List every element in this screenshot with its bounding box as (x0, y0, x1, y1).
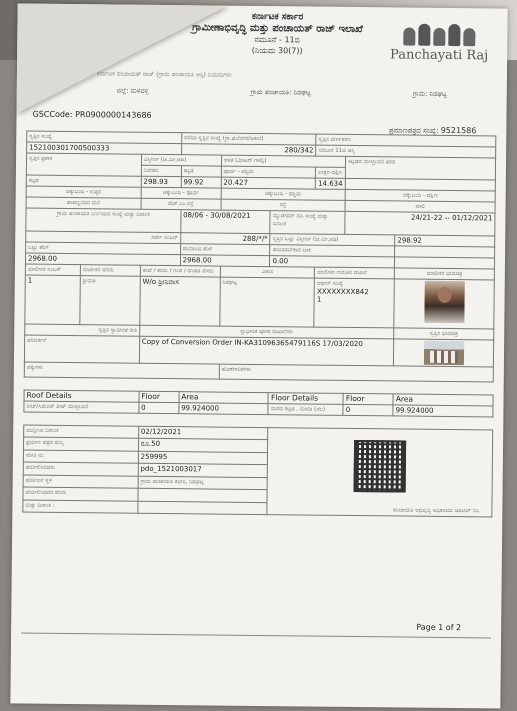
certificate-number-value: 9521586 (440, 125, 477, 136)
old-id-value: 280/342 (181, 144, 316, 156)
certificate-number-label: ಪ್ರಮಾಣಪತ್ರದ ಸಂಖ್ಯೆ: (388, 126, 439, 135)
floor-type-value: ವಾಸದ ಕಟ್ಟಡ , ಮಹಡಿ (ನೆಲ) (268, 404, 343, 416)
building-label: ಕಟ್ಟಡ (181, 166, 221, 177)
officer-signature-label: ಪಂಚಾಯತಿ ಅಭಿವೃದ್ಧಿ ಅಧಿಕಾರಿಯ ಡಿಜಿಟಲ್ ಸಹಿ (392, 507, 480, 515)
liabilities-label: ಹೊಣೆಗಾರಿಕೆಗಳು (219, 364, 494, 382)
east-west-value: 20.427 (221, 177, 316, 189)
owner-address-label: ವಿಳಾಸ (220, 266, 315, 278)
property-photo-label: ಸ್ವತ್ತಿನ ಭಾವಚಿತ್ರ (394, 328, 494, 340)
boundary-west-label: ಚಕ್ಕುಬಂದಿ - ಪಶ್ಚಿಮ (221, 188, 346, 200)
property-kind-value: ಕಟ್ಟಡ (26, 175, 141, 187)
boundary-north-label: ಚಕ್ಕುಬಂದಿ - ಉತ್ತರ (26, 186, 141, 198)
property-kind-label: ಸ್ವತ್ತಿನ ಪ್ರಕಾರ (26, 153, 141, 176)
verifier-name-label: ಪರಿಶೀಲಿಸಿದವರ ಹೆಸರು (23, 487, 138, 501)
boundary-south-value: ಖಾಲಿ (345, 200, 495, 213)
floor-floor-value: 0 (343, 404, 393, 416)
property-id-value: 152100301700500333 (27, 142, 182, 155)
owner-name-label: ಮಾಲೀಕರ ಹೆಸರು (80, 265, 140, 277)
verification-place-value: ಗ್ರಾಮ ಪಂಚಾಯತಿ ಕಛೇರಿ, ನಿಡಘಟ್ಟ (138, 476, 268, 490)
qr-code (354, 440, 407, 493)
owner-relation-label: ತಂದೆ / ತಾಯಿ / ಗಂಡ / ಹೆಂಡತಿ ಹೆಸರು (140, 265, 220, 277)
roof-area-value: 99.924000 (179, 403, 269, 415)
total-area-label: ಸ್ವತ್ತಿನ ಒಟ್ಟು ವಿಸ್ತೀರ್ಣ (ಚ.ಮೀ,ಅಡಿ) (270, 234, 395, 246)
owner-name-value: ಶ್ರೀಮತಿ (80, 276, 140, 326)
receipt-label: ರಶೀತಿ ನಂ (23, 450, 138, 464)
owner-no-value: 1 (25, 275, 80, 325)
resolution-label: ಗ್ರಾಮ ಪಂಚಾಯತಿ ನಿರ್ಣಯದ ಸಂಖ್ಯೆ ಮತ್ತು ದಿನಾಂಕ (26, 208, 181, 233)
roof-floor-value: 0 (139, 402, 179, 413)
form-11b-document (10, 3, 507, 708)
panchayati-raj-logo (389, 21, 489, 63)
owner-id-label: ಮಾಲೀಕರ ಗುರುತಿನ ದಾಖಲೆ (315, 267, 395, 279)
mutation-label: ಮ್ಯುಟೇಷನ್ ವಹಿ ಸಂಖ್ಯೆ ಮತ್ತು ದಿನಾಂಕ (270, 211, 345, 235)
verification-place-label: ಪರಿಶೀಲನೆ ಸ್ಥಳ (23, 475, 138, 489)
header-line-3: ನಮೂನೆ - 11ಬಿ (254, 34, 301, 45)
old-id-label: ಹಳೆಯ ಸ್ವತ್ತಿನ ಸಂಖ್ಯೆ (ಗ್ರಾ.ಪಂ/ನಗರ/ಆಕಾರ) (181, 133, 316, 145)
logo-name: Panchayati Raj (389, 47, 489, 64)
roof-floor-header: Floor (139, 391, 179, 402)
header-line-1: ಕರ್ನಾಟಕ ಸರ್ಕಾರ (251, 11, 304, 23)
floor-floor-header: Floor (343, 393, 393, 405)
header-line-2: ಗ್ರಾಮೀಣಾಭಿವೃದ್ಧಿ ಮತ್ತು ಪಂಚಾಯತ್ ರಾಜ್ ಇಲಾಖೆ (192, 22, 363, 36)
property-photo (423, 341, 463, 365)
boundary-north-value: ಪಾಪಣ್ಣನವರ ಮನೆ (26, 197, 141, 209)
boundary-east-label: ಚಕ್ಕುಬಂದಿ - ಪೂರ್ವ (141, 187, 221, 199)
property-class-label: ಸ್ವತ್ತಿನ ವರ್ಗೀಕರಣ (316, 134, 496, 147)
table-row (25, 275, 494, 329)
footer-divider (21, 633, 491, 639)
people-figures-icon (389, 21, 489, 46)
owner-photo-label: ಮಾಲೀಕರ ಭಾವಚಿತ್ರ (394, 268, 494, 280)
north-south-label: ಉತ್ತರ-ದಕ್ಷಿಣ (316, 167, 346, 178)
boundary-south-label: ಚಕ್ಕುಬಂದಿ - ದಕ್ಷಿಣ (345, 189, 495, 202)
measurement-label: ಅಳತೆ (ಮೀಟರ್ ಗಳಲ್ಲಿ) (221, 155, 346, 167)
fee-value: ರೂ.50 (138, 439, 268, 453)
property-id-label: ಸ್ವತ್ತಿನ ಸಂಖ್ಯೆ (27, 131, 182, 144)
owner-id-value: XXXXXXXX842 (316, 287, 369, 297)
owner-id-cell (314, 278, 394, 328)
due-tax-value: 0.00 (270, 256, 395, 268)
owner-no-label: ಮಾಲೀಕರ ನಂಬರ್ (25, 264, 80, 276)
page-number: Page 1 of 2 (416, 622, 462, 633)
property-class-value: ನಮೂನೆ 11ಬಿ ಆಸ್ತಿ (316, 145, 496, 158)
mutation-value: 24/21-22 -- 01/12/2021 (345, 211, 495, 236)
verifier-value: pdo_1521003017 (138, 464, 268, 478)
gsc-code: GSCCode: PR0900000143686 (32, 109, 152, 120)
east-west-label: ಪೂರ್ವ - ಪಶ್ಚಿಮ (221, 166, 316, 178)
floor-details-title: Floor Details (268, 393, 343, 405)
paid-tax-value: 2968.00 (180, 255, 270, 267)
paid-tax-label: ಪಾವತಿಸಿದ ತೆರಿಗೆ (180, 244, 270, 256)
print-date-value: 02/12/2021 (138, 426, 268, 440)
header-address: ಕರ್ನಾಟಕ ಪಂಚಾಯತ್ ರಾಜ್ (ಗ್ರಾಮ ಪಂಚಾಯತಿ ಆಸ್ತಿ) ನಿಯಮಗಳು (96, 70, 232, 79)
verifier-label: ಪರಿಶೀಲಿಸಿದವರು (23, 462, 138, 476)
acquisition-docs-value: Copy of Conversion Order IN-KA31096365479116S 17/03/2020 (139, 336, 394, 366)
acquisition-value: ಪರಿವರ್ತನೆ (24, 335, 139, 363)
district: ಜಿಲ್ಲೆ: ಮಳವಳ್ಳಿ (116, 86, 149, 95)
rights-label: ಹಕ್ಕುಗಳು (24, 362, 219, 379)
owner-photo (424, 281, 464, 323)
print-date-label: ಮುದ್ರಿಸಿದ ದಿನಾಂಕ (24, 425, 139, 439)
due-tax-label: ಪಾವತಿಸಬೇಕಾದ ಬಾಕಿ (270, 245, 395, 257)
owner-relation-value: W/o ಶ್ರೀನಿವಾಸ (140, 276, 220, 326)
roof-type-label: ಕಟ್ಟಡದ ಮೇಲ್ಛಾವಣಿ ತರಹ (346, 156, 496, 180)
property-details-table (22, 131, 496, 518)
site-area-value: 298.93 (141, 176, 181, 187)
site-label: ನಿವೇಶನ (141, 165, 181, 176)
roof-area-header: Area (179, 392, 269, 404)
owner-address-value: ನಿಡಘಟ್ಟ (219, 277, 314, 327)
fee-label: ಪ್ರಮಾಣ ಪತ್ರದ ಶುಲ್ಕ (24, 437, 139, 451)
owner-id-suffix: 1 (316, 295, 322, 304)
acquisition-docs-label: ಸ್ವಾಧೀನತೆ ಪೂರಕ ದಾಖಲೆಗಳು (139, 325, 394, 339)
floor-area-value: 99.924000 (393, 405, 493, 417)
header-line-4: (ನಿಯಮ 30(7)) (251, 45, 303, 56)
boundary-west-value: ರಸ್ತೆ (221, 199, 346, 211)
receipt-value: 259995 (138, 451, 268, 465)
total-tax-label: ಒಟ್ಟು ತೆರಿಗೆ (26, 242, 181, 255)
area-label: ವಿಸ್ತೀರ್ಣ (ಚ.ಮೀ,ಅಡಿ) (141, 154, 221, 166)
building-area-value: 99.92 (181, 177, 221, 188)
owner-id-type: ಆಧಾರ್ ಸಂಖ್ಯೆ (317, 280, 343, 287)
qr-signature-cell (267, 428, 492, 517)
verifier-date-label: ಮತ್ತು ದಿನಾಂಕ : (23, 500, 138, 514)
total-area-value: 298.92 (395, 235, 495, 247)
floor-area-header: Area (393, 394, 493, 406)
north-south-value: 14.634 (316, 178, 346, 189)
roof-details-title: Roof Details (24, 390, 139, 402)
survey-label: ಸರ್ವೇ ನಂಬರ್ (26, 231, 181, 244)
village: ಗ್ರಾಮ: ನಿಡಘಟ್ಟ (412, 89, 447, 98)
total-tax-value: 2968.00 (25, 253, 180, 266)
boundary-east-value: ಹೆಚ್.ಎಂ.ರಸ್ತೆ (141, 198, 221, 210)
resolution-value: 08/06 - 30/08/2021 (180, 210, 270, 234)
acquisition-label: ಸ್ವತ್ತಿನ ಸ್ವಾಧೀನತೆ ರೀತಿ (25, 324, 140, 336)
survey-value: 288/*/* (180, 233, 270, 245)
gram-panchayat: ಗ್ರಾಮ ಪಂಚಾಯತಿ: ನಿಡಘಟ್ಟ (250, 87, 311, 97)
roof-type-value: ಶೀಟ್/ಸಿಮೆಂಟ್ ಶೀಟ್ ಮೇಲ್ಛಾವಣಿ (24, 401, 139, 413)
